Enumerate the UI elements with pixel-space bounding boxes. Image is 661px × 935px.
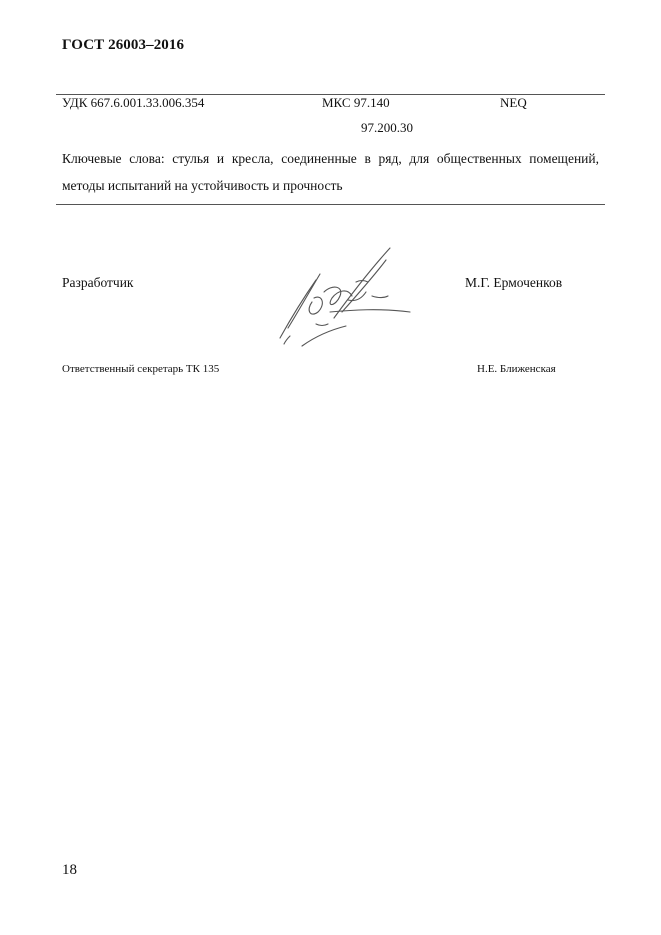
- neq-label: NEQ: [500, 95, 527, 110]
- developer-name: М.Г. Ермоченков: [465, 275, 563, 290]
- developer-label: Разработчик: [62, 275, 134, 290]
- udk-code: УДК 667.6.001.33.006.354: [62, 95, 205, 110]
- mks-code-1: МКС 97.140: [322, 95, 390, 110]
- secretary-label: Ответственный секретарь ТК 135: [62, 363, 220, 375]
- secretary-name: Н.Е. Ближенская: [477, 363, 556, 375]
- signature-image: [276, 240, 426, 352]
- keywords-paragraph: Ключевые слова: стулья и кресла, соединенные в ряд, для общественных помещений, методы испытаний на устойчивость и прочность: [62, 151, 599, 193]
- document-code: ГОСТ 26003–2016: [62, 37, 185, 53]
- bottom-divider: [56, 204, 605, 205]
- mks-code-2: 97.200.30: [361, 120, 413, 135]
- page-number: 18: [62, 862, 77, 878]
